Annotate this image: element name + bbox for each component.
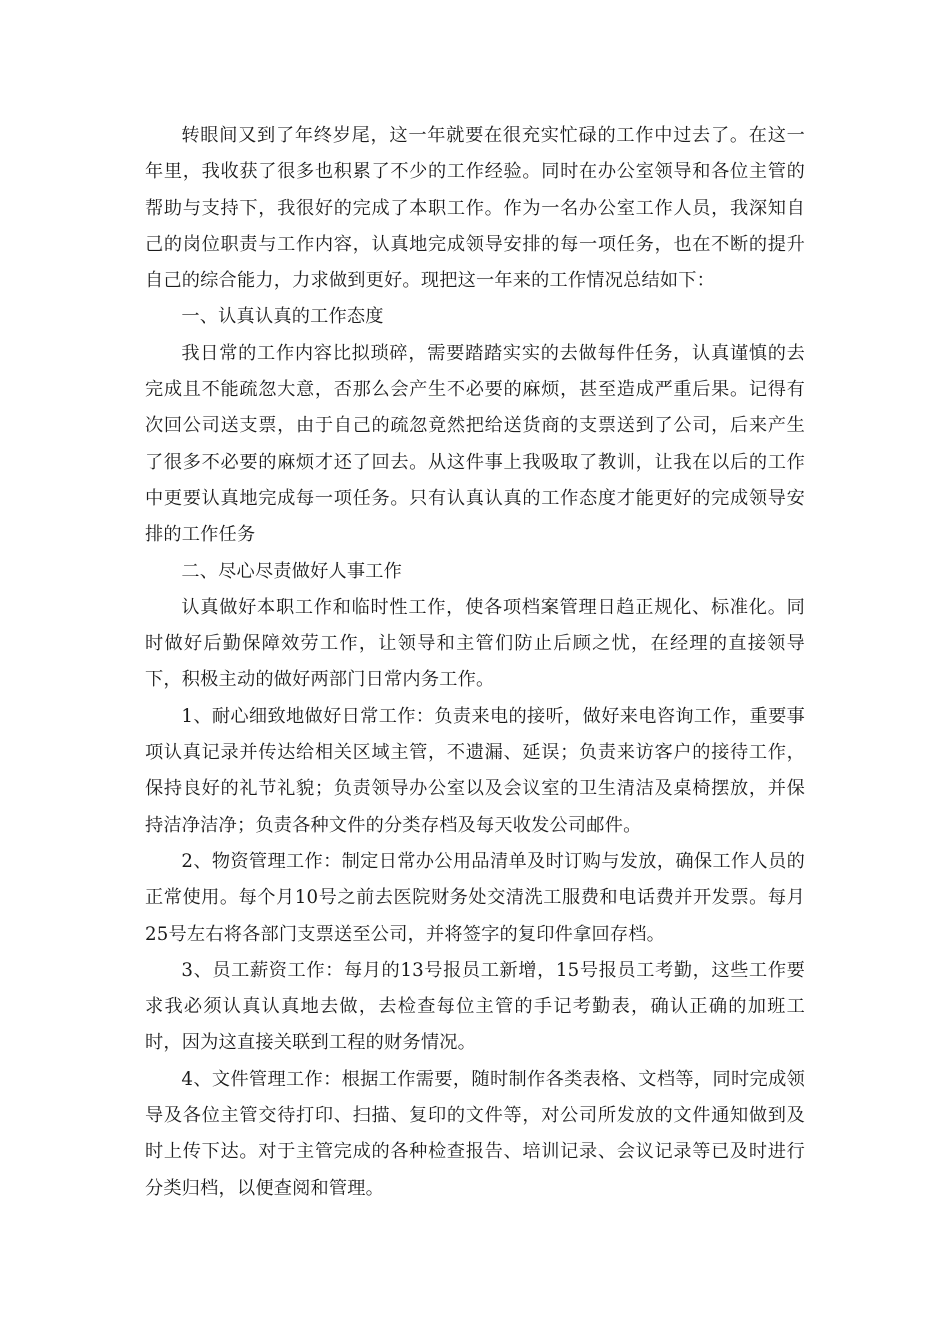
section-2-heading: 二、尽心尽责做好人事工作 — [181, 560, 403, 582]
list-item-4: 4、文件管理工作：根据工作需要，随时制作各类表格、文档等，同时完成领导及各位主管交待打印、扫描、复印的文件等，对公司所发放的文件通知做到及时上传下达。对于主管完成的各种检查报告、培训记录、会议记录等已及时进行分类归档，以便查阅和管理。 — [145, 1068, 805, 1199]
intro-paragraph: 转眼间又到了年终岁尾，这一年就要在很充实忙碌的工作中过去了。在这一年里，我收获了很多也积累了不少的工作经验。同时在办公室领导和各位主管的帮助与支持下，我很好的完成了本职工作。作为一名办公室工作人员，我深知自己的岗位职责与工作内容，认真地完成领导安排的每一项任务，也在不断的提升自己的综合能力，力求做到更好。现把这一年来的工作情况总结如下： — [145, 125, 805, 292]
section-1-heading: 一、认真认真的工作态度 — [181, 306, 384, 328]
list-item-2: 2、物资管理工作：制定日常办公用品清单及时订购与发放，确保工作人员的正常使用。每个月10号之前去医院财务处交清洗工服费和电话费并开发票。每月25号左右将各部门支票送至公司，并将签字的复印件拿回存档。 — [145, 850, 805, 945]
document-body — [145, 118, 805, 1207]
list-item-1: 1、耐心细致地做好日常工作：负责来电的接听，做好来电咨询工作，重要事项认真记录并传达给相关区域主管，不遗漏、延误；负责来访客户的接待工作，保持良好的礼节礼貌；负责领导办公室以及会议室的卫生清洁及桌椅摆放，并保持洁净洁净；负责各种文件的分类存档及每天收发公司邮件。 — [145, 705, 805, 836]
section-2-paragraph: 认真做好本职工作和临时性工作，使各项档案管理日趋正规化、标准化。同时做好后勤保障效劳工作，让领导和主管们防止后顾之忧，在经理的直接领导下，积极主动的做好两部门日常内务工作。 — [145, 596, 805, 691]
section-1-paragraph: 我日常的工作内容比拟琐碎，需要踏踏实实的去做每件任务，认真谨慎的去完成且不能疏忽大意，否那么会产生不必要的麻烦，甚至造成严重后果。记得有次回公司送支票，由于自己的疏忽竟然把给送货商的支票送到了公司，后来产生了很多不必要的麻烦才还了回去。从这件事上我吸取了教训，让我在以后的工作中更要认真地完成每一项任务。只有认真认真的工作态度才能更好的完成领导安排的工作任务 — [145, 342, 805, 546]
list-item-3: 3、员工薪资工作：每月的13号报员工新增，15号报员工考勤，这些工作要求我必须认真认真地去做，去检查每位主管的手记考勤表，确认正确的加班工时，因为这直接关联到工程的财务情况。 — [145, 959, 805, 1054]
